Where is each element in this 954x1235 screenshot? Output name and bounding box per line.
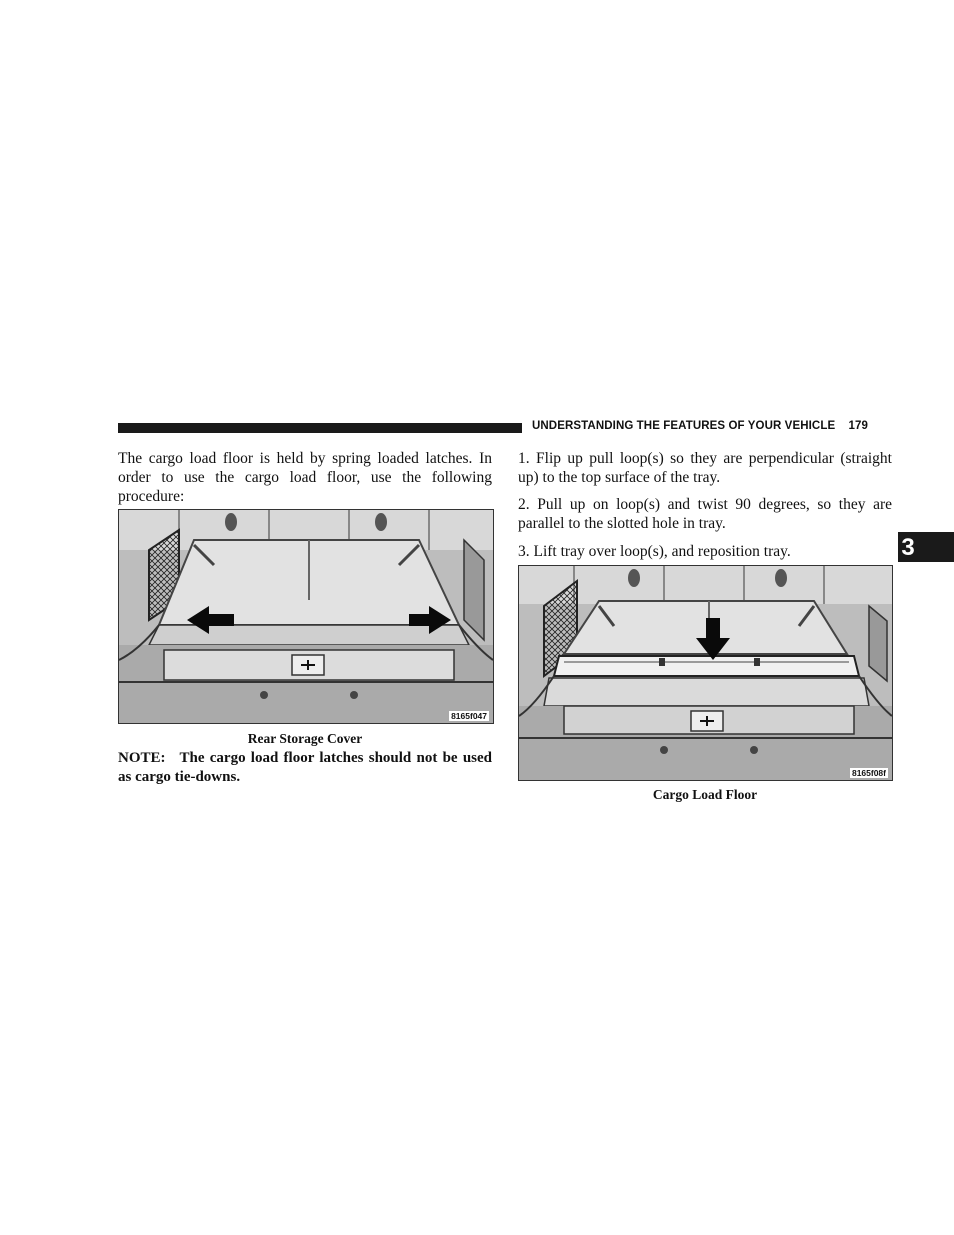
note-label: NOTE: (118, 750, 166, 766)
step-2: 2. Pull up on loop(s) and twist 90 degrees, so they are parallel to the slotted hole in tray. (518, 496, 892, 532)
figure-code: 8165f047 (451, 711, 487, 721)
figure-caption-rear-storage-cover: Rear Storage Cover (247, 731, 363, 746)
note-paragraph (118, 749, 492, 787)
cargo-load-floor-illustration (518, 565, 893, 781)
running-header (532, 420, 892, 436)
figure-caption-cargo-load-floor: Cargo Load Floor (652, 787, 758, 802)
note-text: The cargo load floor latches should not be used as cargo tie-downs. (118, 750, 492, 785)
figure-code: 8165f08f (851, 768, 886, 778)
section-title: UNDERSTANDING THE FEATURES OF YOUR VEHICLE (532, 420, 836, 432)
chapter-number: 3 (901, 534, 915, 561)
chapter-tab (898, 532, 954, 562)
step-3: 3. Lift tray over loop(s), and reposition tray. (518, 543, 791, 560)
step-1: 1. Flip up pull loop(s) so they are perpendicular (straight up) to the top surface of the tray. (518, 450, 892, 486)
rear-storage-cover-illustration (118, 509, 494, 724)
intro-paragraph: The cargo load floor is held by spring loaded latches. In order to use the cargo load floor, use the following procedure: (118, 450, 492, 505)
page-number: 179 (848, 420, 869, 432)
header-rule (118, 423, 522, 433)
